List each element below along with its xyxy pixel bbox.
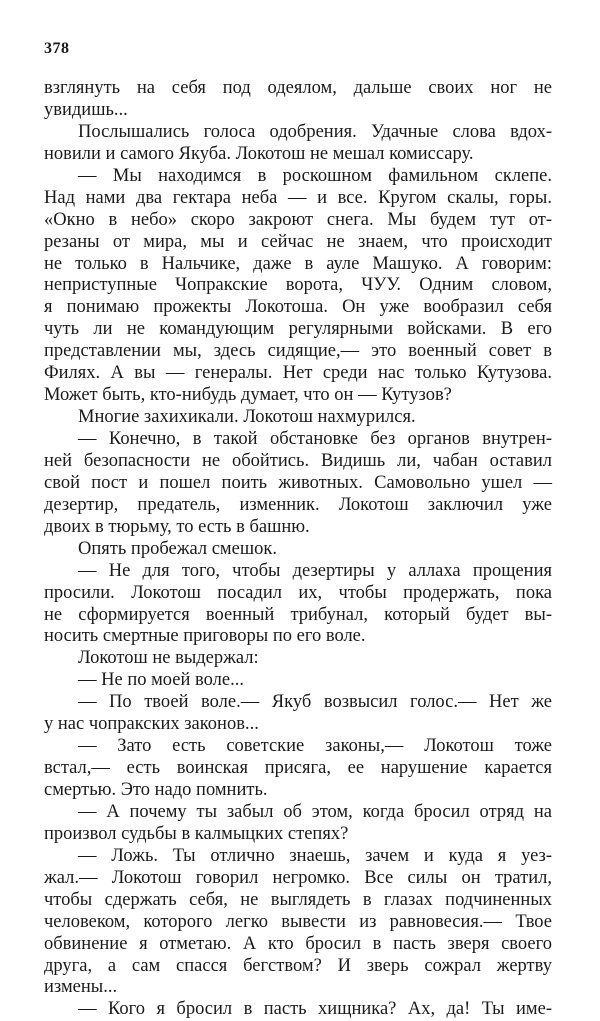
text-line: двоих в тюрьму, то есть в башню. [44, 516, 310, 537]
text-line: увидишь... [44, 99, 128, 120]
text-line: я понимаю прожекты Локотоша. Он уже вообразил себя [44, 297, 552, 318]
text-line: не только в Нальчике, даже в ауле Машуко. А говорим: [44, 253, 552, 274]
text-line: носить смертные приговоры по его воле. [44, 626, 366, 647]
text-line: ней безопасности не обойтись. Видишь ли, чабан оставил [44, 450, 552, 471]
text-line: у нас чопракских законов... [44, 714, 259, 735]
text-line: — Не по моей воле... [78, 670, 244, 691]
text-line: Послышались голоса одобрения. Удачные слова вдох- [78, 121, 552, 142]
text-line: дезертир, предатель, изменник. Локотош заключил уже [44, 494, 552, 515]
text-line: Локотош не выдержал: [78, 648, 259, 669]
text-line: — Не для того, чтобы дезертиры у аллаха прощения [78, 560, 552, 581]
text-line: человеком, которого легко вывести из равновесия.— Твое [44, 911, 552, 932]
text-line: неприступные Чопракские ворота, ЧУУ. Одним словом, [44, 275, 552, 296]
text-line: — По твоей воле.— Якуб возвысил голос.— Нет же [78, 692, 552, 713]
text-line: встал,— есть воинская присяга, ее нарушение карается [44, 758, 552, 779]
page-body-text [44, 78, 552, 1021]
text-line: резаны от мира, мы и сейчас не знаем, что происходит [44, 231, 552, 252]
text-line: — Конечно, в такой обстановке без органов внутрен- [78, 429, 552, 449]
text-line: чтобы сдержать себя, не выглядеть в глазах подчиненных [44, 889, 552, 910]
text-line: взглянуть на себя под одеялом, дальше своих ног не [44, 78, 552, 98]
text-line: Может быть, кто-нибудь думает, что он — Кутузов? [44, 385, 452, 406]
text-line: смертью. Это надо помнить. [44, 780, 268, 800]
text-line: — Кого я бросил в пасть хищника? Ах, да! Ты име- [78, 999, 552, 1020]
text-line: измены... [44, 977, 118, 998]
text-line: новили и самого Якуба. Локотош не мешал комиссару. [44, 143, 474, 164]
text-line: — Зато есть советские законы,— Локотош тоже [78, 736, 552, 757]
text-line: произвол судьбы в калмыцких степях? [44, 823, 349, 844]
text-line: — Ложь. Ты отлично знаешь, зачем и куда я уез- [78, 845, 552, 866]
text-line: Опять пробежал смешок. [78, 538, 277, 559]
text-line: «Окно в небо» скоро закроют снега. Мы будем тут от- [44, 209, 552, 230]
text-line: жал.— Локотош говорил негромко. Все силы он тратил, [44, 867, 552, 888]
text-line: свой пост и пошел поить животных. Самовольно ушел — [44, 472, 552, 493]
text-line: — А почему ты забыл об этом, когда бросил отряд на [78, 801, 552, 822]
text-line: просили. Локотош посадил их, чтобы продержать, пока [44, 582, 552, 603]
text-line: чуть ли не командующим регулярными войсками. В его [44, 319, 552, 340]
page-number: 378 [44, 40, 70, 57]
text-line: друга, а сам спасся бегством? И зверь сожрал жертву [44, 955, 552, 976]
text-line: не сформируется военный трибунал, который будет вы- [44, 604, 552, 625]
text-line: — Мы находимся в роскошном фамильном склепе. [78, 165, 552, 186]
text-line: обвинение я отметаю. А кто бросил в пасть зверя своего [44, 933, 552, 954]
text-line: Многие захихикали. Локотош нахмурился. [78, 407, 416, 428]
text-line: представлении мы, здесь сидящие,— это военный совет в [44, 341, 552, 362]
text-line: Филях. А вы — генералы. Нет среди нас только Кутузова. [44, 363, 552, 384]
text-line: Над нами два гектара неба — и все. Кругом скалы, горы. [44, 187, 552, 208]
